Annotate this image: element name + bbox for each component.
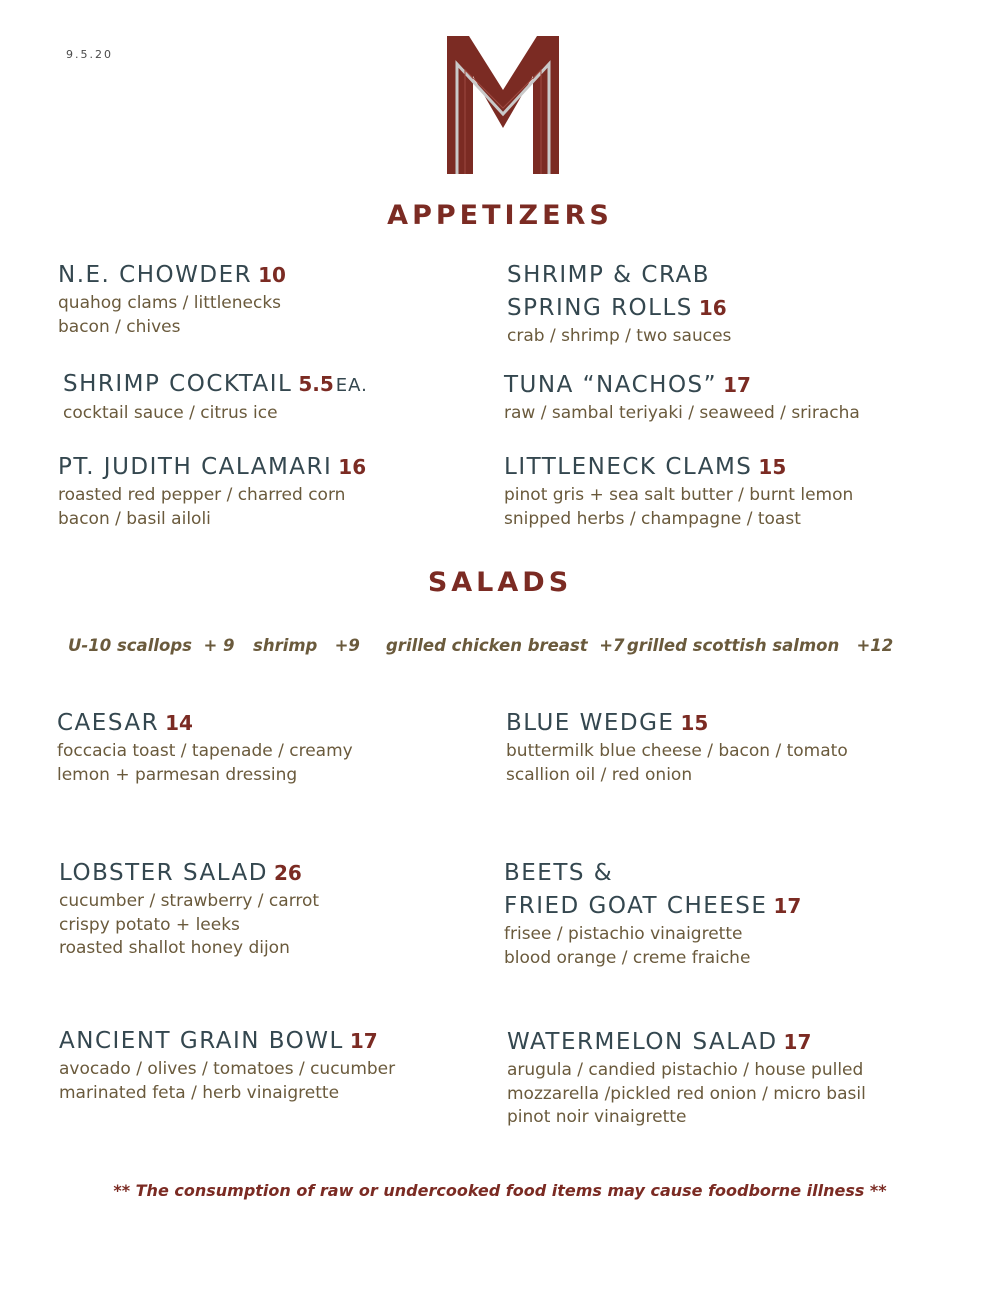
- addon-item: shrimp +9: [253, 636, 360, 655]
- item-price: 5.5: [298, 372, 334, 396]
- item-description: cocktail sauce / citrus ice: [63, 403, 278, 423]
- item-description: pinot noir vinaigrette: [507, 1107, 687, 1127]
- item-price: 17: [349, 1029, 378, 1053]
- menu-item-littleneck-clams: [504, 451, 853, 531]
- item-price: 16: [698, 296, 727, 320]
- addon-item: grilled chicken breast +7: [386, 636, 625, 655]
- item-description: arugula / candied pistachio / house pulled: [507, 1060, 864, 1080]
- menu-item-watermelon-salad: [507, 1026, 866, 1130]
- item-description: mozzarella /pickled red onion / micro basil: [507, 1083, 866, 1104]
- item-price: 14: [165, 711, 193, 735]
- item-name: SPRING ROLLS: [507, 295, 693, 321]
- item-description: roasted red pepper / charred corn: [58, 485, 346, 505]
- item-price-unit: EA.: [335, 375, 368, 396]
- item-description: avocado / olives / tomatoes / cucumber: [59, 1059, 396, 1079]
- item-price: 26: [274, 861, 302, 885]
- item-price: 15: [680, 711, 709, 735]
- salads-heading: SALADS: [427, 567, 573, 598]
- item-name: CAESAR: [57, 710, 160, 736]
- item-name: LOBSTER SALAD: [59, 860, 268, 886]
- menu-item-beets-goat-cheese: [504, 857, 801, 970]
- item-description: foccacia toast / tapenade / creamy: [57, 741, 353, 761]
- item-name: BEETS &: [504, 860, 614, 886]
- item-description: quahog clams / littlenecks: [58, 293, 282, 313]
- menu-item-ancient-grain-bowl: [59, 1025, 395, 1105]
- menu-item-tuna-nachos: [504, 369, 860, 426]
- menu-date: 9.5.20: [66, 48, 113, 61]
- item-description: marinated feta / herb vinaigrette: [59, 1082, 340, 1103]
- menu-item-calamari: [58, 451, 366, 531]
- item-description: crab / shrimp / two sauces: [507, 326, 732, 346]
- item-description: cucumber / strawberry / carrot: [59, 891, 320, 911]
- item-name: TUNA “NACHOS”: [504, 372, 718, 398]
- addon-item: grilled scottish salmon +12: [627, 636, 894, 655]
- item-description: lemon + parmesan dressing: [57, 764, 298, 785]
- item-name: SHRIMP COCKTAIL: [63, 371, 293, 397]
- item-name: WATERMELON SALAD: [507, 1029, 778, 1055]
- menu-item-blue-wedge: [506, 707, 848, 787]
- menu-item-shrimp-cocktail: [63, 368, 368, 426]
- item-description: frisee / pistachio vinaigrette: [504, 924, 743, 944]
- m-monogram-logo: [447, 36, 559, 174]
- item-price: 17: [773, 894, 802, 918]
- item-name: ANCIENT GRAIN BOWL: [59, 1028, 344, 1054]
- item-price: 17: [783, 1030, 812, 1054]
- item-price: 16: [338, 455, 367, 479]
- item-price: 17: [723, 373, 751, 397]
- item-description: roasted shallot honey dijon: [59, 938, 290, 958]
- item-price: 15: [758, 455, 787, 479]
- item-name: FRIED GOAT CHEESE: [504, 893, 768, 919]
- item-description: pinot gris + sea salt butter / burnt lemon: [504, 485, 854, 505]
- addon-item: U-10 scallops + 9: [68, 636, 235, 655]
- menu-item-caesar: [57, 707, 353, 787]
- menu-item-spring-rolls: [507, 259, 731, 349]
- item-description: buttermilk blue cheese / bacon / tomato: [506, 741, 848, 761]
- menu-item-lobster-salad: [59, 857, 319, 961]
- item-name: SHRIMP & CRAB: [507, 262, 711, 288]
- appetizers-heading: APPETIZERS: [387, 200, 613, 231]
- item-description: snipped herbs / champagne / toast: [504, 508, 801, 529]
- item-name: N.E. CHOWDER: [58, 262, 253, 288]
- item-description: raw / sambal teriyaki / seaweed / sriracha: [504, 403, 860, 423]
- item-description: crispy potato + leeks: [59, 914, 240, 935]
- food-safety-disclaimer: ** The consumption of raw or undercooked food items may cause foodborne illness **: [113, 1181, 887, 1200]
- item-name: PT. JUDITH CALAMARI: [58, 454, 333, 480]
- item-price: 10: [258, 263, 286, 287]
- menu-item-chowder: [58, 259, 286, 339]
- item-description: blood orange / creme fraiche: [504, 947, 751, 968]
- item-description: bacon / chives: [58, 316, 181, 337]
- item-name: LITTLENECK CLAMS: [504, 454, 753, 480]
- item-name: BLUE WEDGE: [506, 710, 675, 736]
- item-description: scallion oil / red onion: [506, 764, 693, 785]
- item-description: bacon / basil ailoli: [58, 508, 211, 529]
